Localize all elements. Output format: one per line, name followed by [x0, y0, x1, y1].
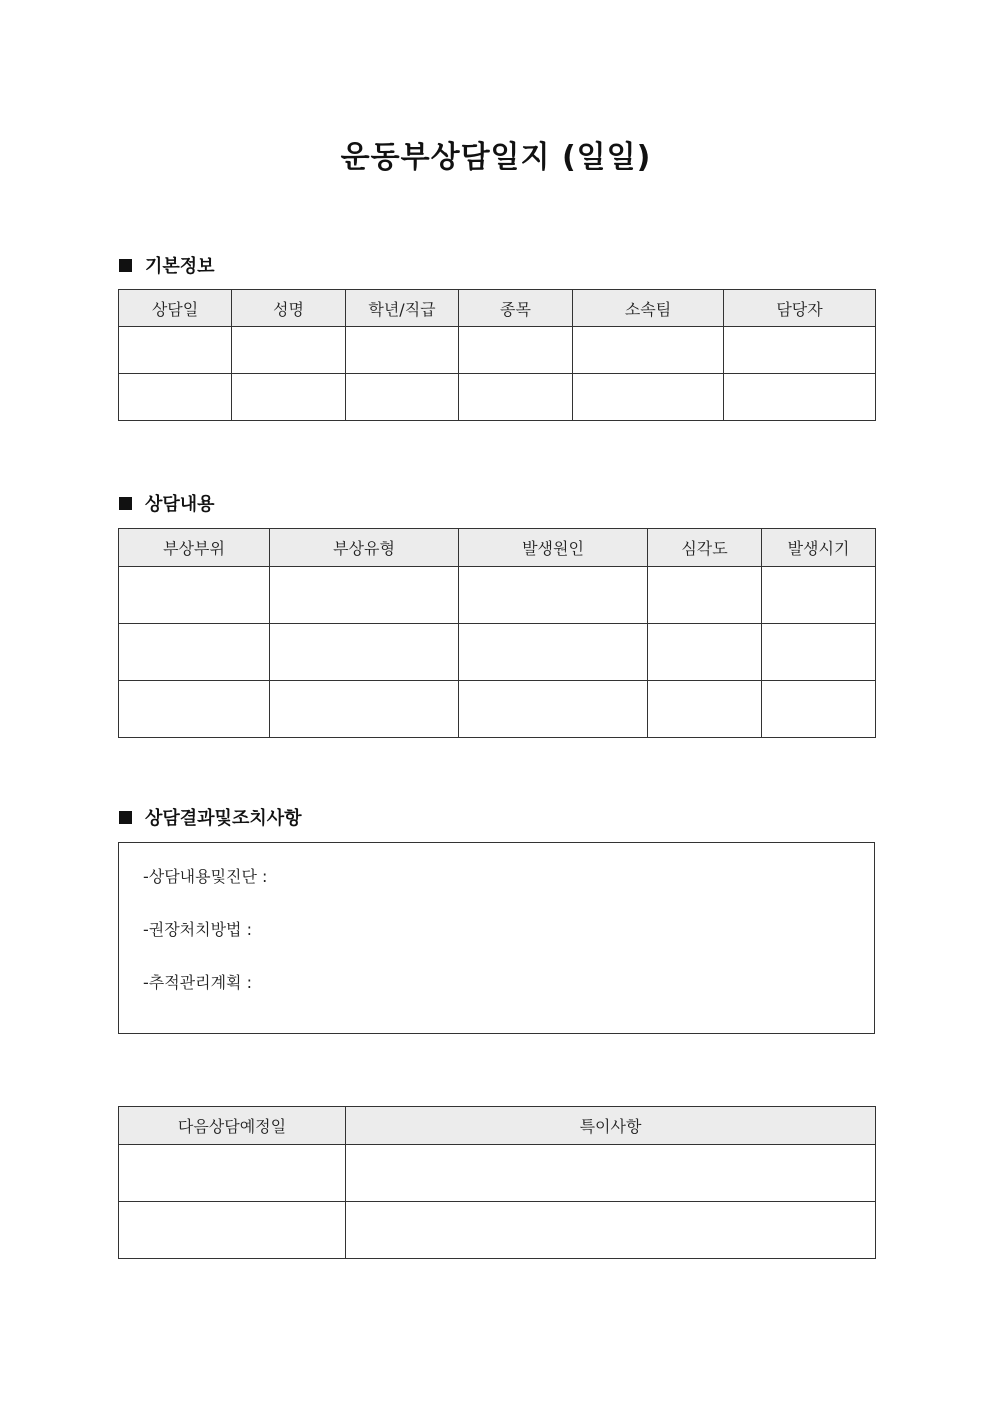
table-cell[interactable] [119, 567, 270, 624]
table-cell[interactable] [270, 681, 459, 738]
table-cell[interactable] [346, 1145, 876, 1202]
table-cell[interactable] [762, 624, 876, 681]
section-heading-basic-info [119, 253, 215, 277]
table-header-row [119, 290, 876, 327]
section-heading-results [119, 805, 302, 829]
basic-info-table [118, 289, 876, 421]
table-cell[interactable] [459, 327, 573, 374]
table-header-row [119, 529, 876, 567]
table-cell[interactable] [346, 1202, 876, 1259]
results-box[interactable] [118, 842, 875, 1034]
table-cell[interactable] [648, 624, 762, 681]
table-cell[interactable] [270, 624, 459, 681]
table-row [119, 374, 876, 421]
table-cell[interactable] [119, 1202, 346, 1259]
table-cell[interactable] [459, 374, 573, 421]
col-header: 성명 [232, 290, 346, 327]
col-header: 발생원인 [459, 529, 648, 567]
col-header: 학년/직급 [346, 290, 459, 327]
table-cell[interactable] [459, 681, 648, 738]
table-row [119, 624, 876, 681]
col-header: 부상부위 [119, 529, 270, 567]
diagnosis-line: -상담내용및진단 : [143, 867, 268, 886]
table-row [119, 681, 876, 738]
col-header: 심각도 [648, 529, 762, 567]
square-bullet-icon [119, 811, 132, 824]
table-row [119, 327, 876, 374]
table-cell[interactable] [119, 624, 270, 681]
table-cell[interactable] [459, 567, 648, 624]
table-cell[interactable] [119, 1145, 346, 1202]
table-cell[interactable] [648, 567, 762, 624]
col-header: 특이사항 [346, 1107, 876, 1145]
table-cell[interactable] [270, 567, 459, 624]
table-cell[interactable] [119, 374, 232, 421]
col-header: 발생시기 [762, 529, 876, 567]
table-cell[interactable] [232, 374, 346, 421]
section-heading-label: 기본정보 [145, 256, 215, 277]
col-header: 종목 [459, 290, 573, 327]
table-cell[interactable] [459, 624, 648, 681]
col-header: 소속팀 [573, 290, 724, 327]
table-cell[interactable] [762, 681, 876, 738]
page-title: 운동부상담일지 (일일) [340, 140, 652, 175]
table-cell[interactable] [232, 327, 346, 374]
square-bullet-icon [119, 497, 132, 510]
col-header: 담당자 [724, 290, 876, 327]
col-header: 부상유형 [270, 529, 459, 567]
table-cell[interactable] [724, 374, 876, 421]
table-cell[interactable] [573, 327, 724, 374]
col-header: 다음상담예정일 [119, 1107, 346, 1145]
table-cell[interactable] [648, 681, 762, 738]
table-cell[interactable] [762, 567, 876, 624]
consult-content-table [118, 528, 876, 738]
col-header: 상담일 [119, 290, 232, 327]
section-heading-label: 상담결과및조치사항 [145, 808, 302, 829]
table-cell[interactable] [119, 681, 270, 738]
treatment-line: -권장처치방법 : [143, 920, 252, 939]
table-row [119, 567, 876, 624]
table-row [119, 1202, 876, 1259]
followup-line: -추적관리계획 : [143, 973, 252, 992]
section-heading-consult-content [119, 491, 215, 515]
table-cell[interactable] [573, 374, 724, 421]
section-heading-label: 상담내용 [145, 494, 215, 515]
table-cell[interactable] [346, 327, 459, 374]
table-row [119, 1145, 876, 1202]
square-bullet-icon [119, 259, 132, 272]
table-cell[interactable] [119, 327, 232, 374]
table-cell[interactable] [346, 374, 459, 421]
table-cell[interactable] [724, 327, 876, 374]
next-consult-table [118, 1106, 876, 1259]
table-header-row [119, 1107, 876, 1145]
